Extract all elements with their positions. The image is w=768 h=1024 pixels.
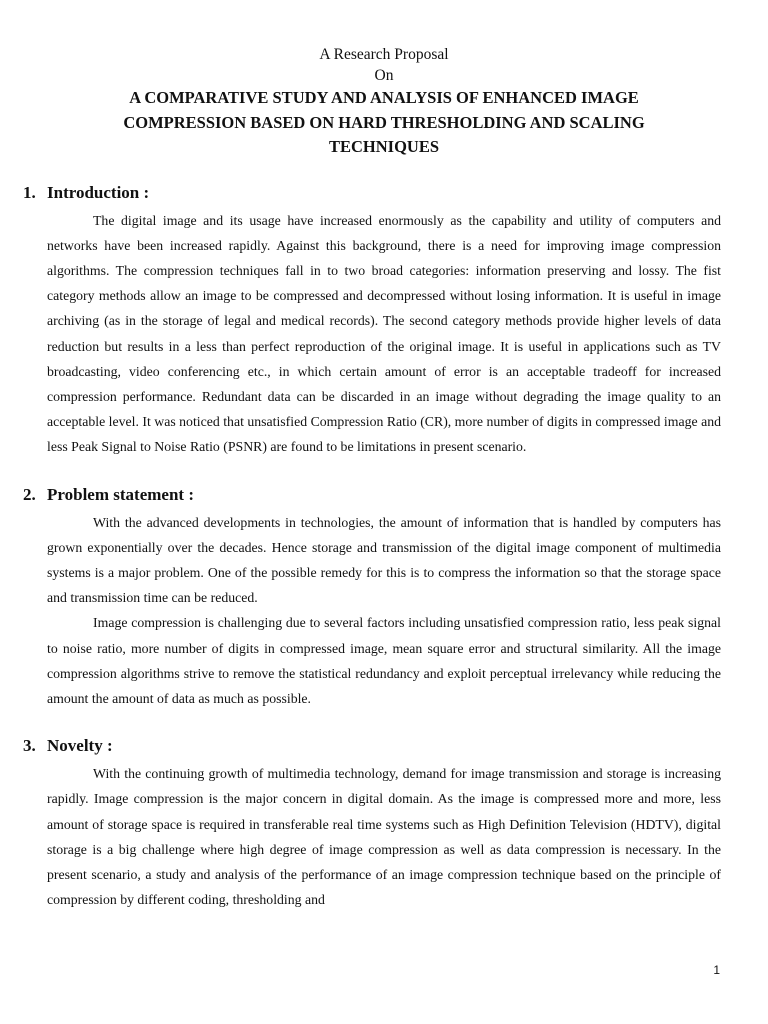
section-title: Introduction : — [47, 182, 150, 202]
section-heading-introduction — [23, 182, 721, 204]
page-number: 1 — [713, 963, 720, 977]
section-problem-statement — [23, 484, 721, 712]
title-line-1: A COMPARATIVE STUDY AND ANALYSIS OF ENHANCED IMAGE — [129, 88, 639, 107]
document-title — [47, 86, 721, 160]
section-title: Problem statement : — [47, 484, 194, 504]
section-number: 3. — [23, 736, 36, 756]
proposal-on: On — [374, 67, 394, 84]
section-heading-problem-statement — [23, 484, 721, 506]
title-line-3: TECHNIQUES — [328, 137, 440, 156]
section-heading-novelty — [23, 735, 721, 757]
title-line-2: COMPRESSION BASED ON HARD THRESHOLDING AND SCALING — [123, 112, 645, 132]
proposal-label: A Research Proposal — [319, 46, 449, 63]
section-number: 1. — [23, 182, 36, 202]
section-number: 2. — [23, 484, 36, 504]
problem-statement-paragraph-2: Image compression is challenging due to several factors including unsatisfied compression ratio, less peak signal to noise ratio, more number of digits in compressed image, mean square error and structural similarity. All the image compression algorithms strive to remove the statistical redundancy and exploit perceptual irrelevancy while reducing the amount the amount of data as much as possible. — [47, 615, 721, 706]
section-title: Novelty : — [47, 736, 113, 756]
novelty-paragraph: With the continuing growth of multimedia technology, demand for image transmission and storage is increasing rapidly. Image compression is the major concern in digital domain. As the image is compressed more and more, less amount of storage space is required in transferable real time systems such as High Definition Television (HDTV), digital storage is a big challenge where high degree of image compression as well as data compression is necessary. In the present scenario, a study and analysis of the performance of an image compression technique based on the principle of compression by different coding, thresholding and — [47, 766, 721, 908]
section-novelty — [23, 735, 721, 912]
section-introduction — [23, 182, 721, 460]
problem-statement-paragraph-1: With the advanced developments in technologies, the amount of information that is handled by computers has grown exponentially over the decades. Hence storage and transmission of the digital image component of multimedia systems is a major problem. One of the possible remedy for this is to compress the information so that the storage space and transmission time can be reduced. — [47, 514, 721, 606]
introduction-paragraph: The digital image and its usage have increased enormously as the capability and utility of computers and networks have been increased rapidly. Against this background, there is a need for improving image compression algorithms. The compression techniques fall in to two broad categories: information preserving and lossy. The fist category methods allow an image to be compressed and decompressed without losing information. It is useful in image archiving (as in the storage of legal and medical records). The second category methods provide higher levels of data reduction but results in a less than perfect reproduction of the original image. It is useful in applications such as TV broadcasting, video conferencing etc., in which certain amount of error is an acceptable tradeoff for increased compression performance. Redundant data can be discarded in an image without degrading the image quality to an acceptable level. It was noticed that unsatisfied Compression Ratio (CR), more number of digits in compressed image and less Peak Signal to Noise Ratio (PSNR) are found to be limitations in present scenario. — [47, 212, 721, 455]
